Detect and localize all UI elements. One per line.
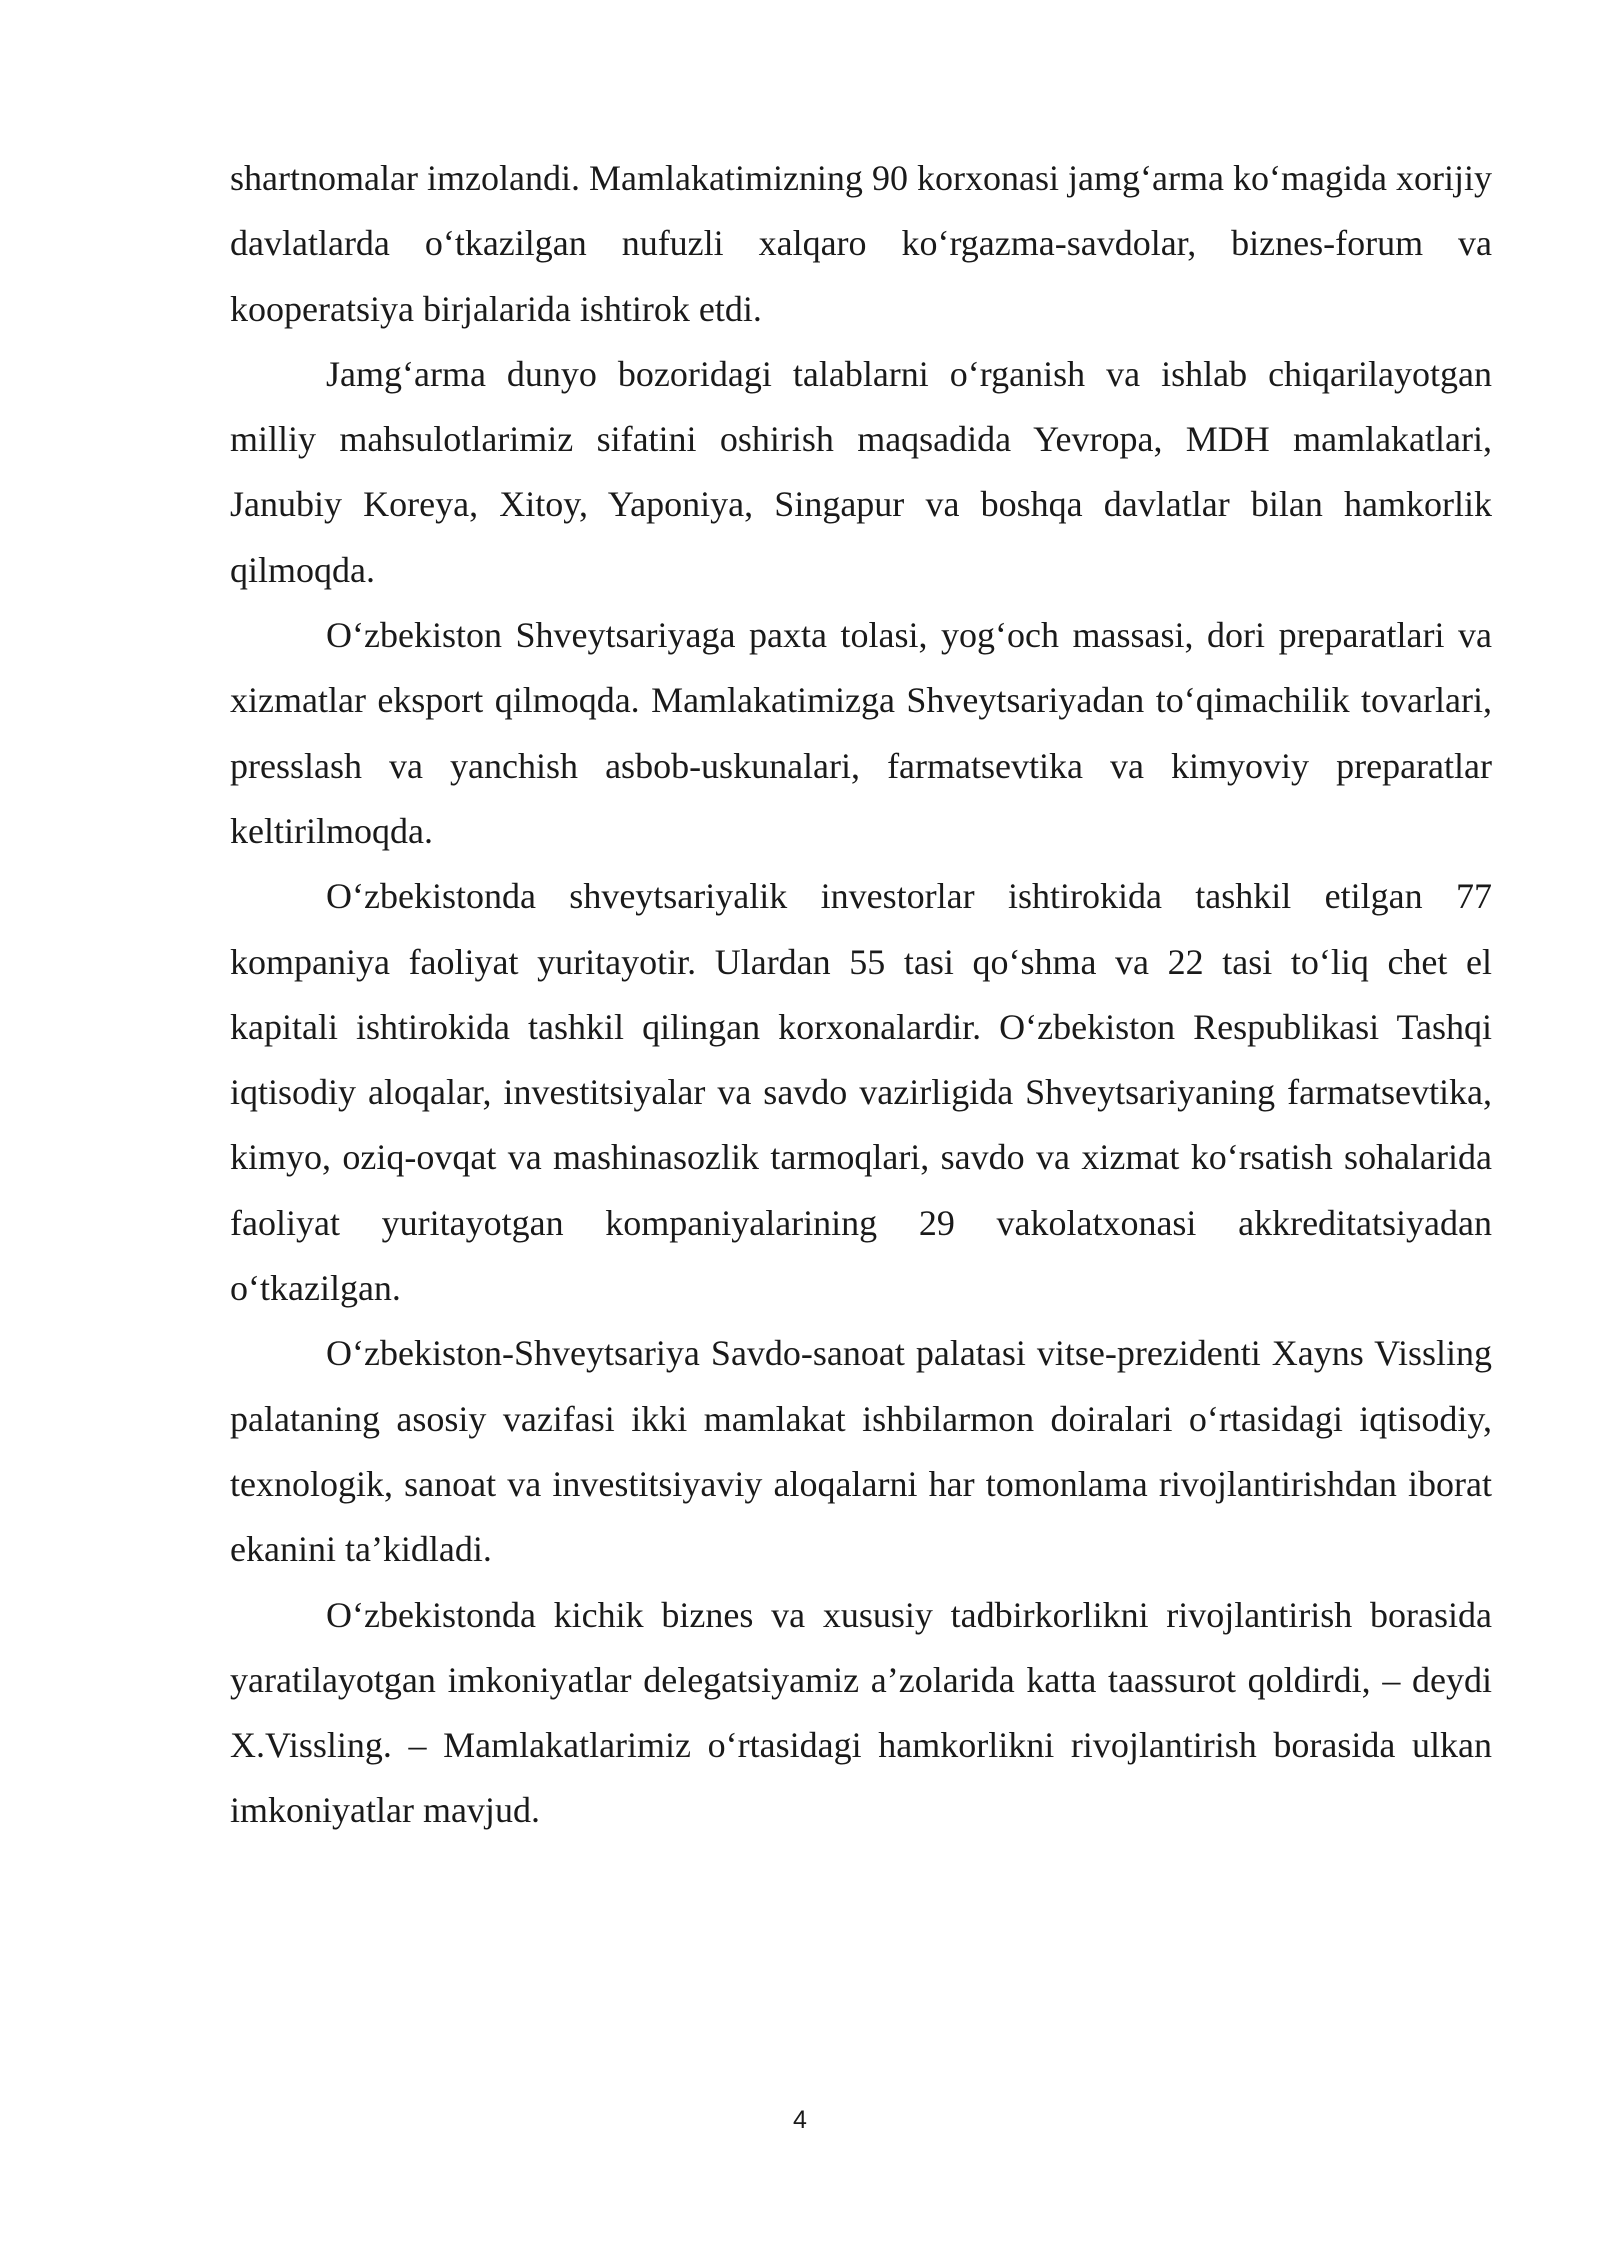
page-number: 4 xyxy=(793,2106,807,2134)
paragraph-vissling-quote: O‘zbekistonda kichik biznes va xususiy tadbirkorlikni rivojlantirish borasida yaratilayotgan imkoniyatlar delegatsiyamiz a’zolarida katta taassurot qoldirdi, – deydi X.Vissling. – Mamlakatlarimiz o‘rtasidagi hamkorlikni rivojlantirish borasida ulkan imkoniyatlar mavjud. xyxy=(230,1594,1492,1831)
paragraph-swiss-companies: O‘zbekistonda shveytsariyalik investorlar ishtirokida tashkil etilgan 77 kompaniya faoliyat yuritayotir. Ulardan 55 tasi qo‘shma va 22 tasi to‘liq chet el kapitali ishtirokida tashkil qilingan korxonalardir. O‘zbekiston Respublikasi Tashqi iqtisodiy aloqalar, investitsiyalar va savdo vazirligida Shveytsariyaning farmatsevtika, kimyo, oziq-ovqat va mashinasozlik tarmoqlari, savdo va xizmat ko‘rsatish sohalarida faoliyat yuritayotgan kompaniyalarining 29 vakolatxonasi akkreditatsiyadan o‘tkazilgan. xyxy=(230,876,1492,1309)
paragraph-chamber-statement: O‘zbekiston-Shveytsariya Savdo-sanoat palatasi vitse-prezidenti Xayns Vissling palataning asosiy vazifasi ikki mamlakat ishbilarmon doiralari o‘rtasidagi iqtisodiy, texnologik, sanoat va investitsiyaviy aloqalarni har tomonlama rivojlantirishdan iborat ekanini ta’kidladi. xyxy=(230,1333,1492,1570)
paragraph-exports-imports: O‘zbekiston Shveytsariyaga paxta tolasi, yog‘och massasi, dori preparatlari va xizmatlar eksport qilmoqda. Mamlakatimizga Shveytsariyadan to‘qimachilik tovarlari, presslash va yanchish asbob-uskunalari, farmatsevtika va kimyoviy preparatlar keltirilmoqda. xyxy=(230,615,1492,851)
paragraph-fund-cooperation: Jamg‘arma dunyo bozoridagi talablarni o‘rganish va ishlab chiqarilayotgan milliy mahsulotlarimiz sifatini oshirish maqsadida Yevropa, MDH mamlakatlari, Janubiy Koreya, Xitoy, Yaponiya, Singapur va boshqa davlatlar bilan hamkorlik qilmoqda. xyxy=(230,353,1492,590)
paragraph-continuation: shartnomalar imzolandi. Mamlakatimizning 90 korxonasi jamg‘arma ko‘magida xorijiy davlatlarda o‘tkazilgan nufuzli xalqaro ko‘rgazma-savdolar, biznes-forum va kooperatsiya birjalarida ishtirok etdi. xyxy=(230,158,1492,329)
document-body xyxy=(230,146,1492,1844)
